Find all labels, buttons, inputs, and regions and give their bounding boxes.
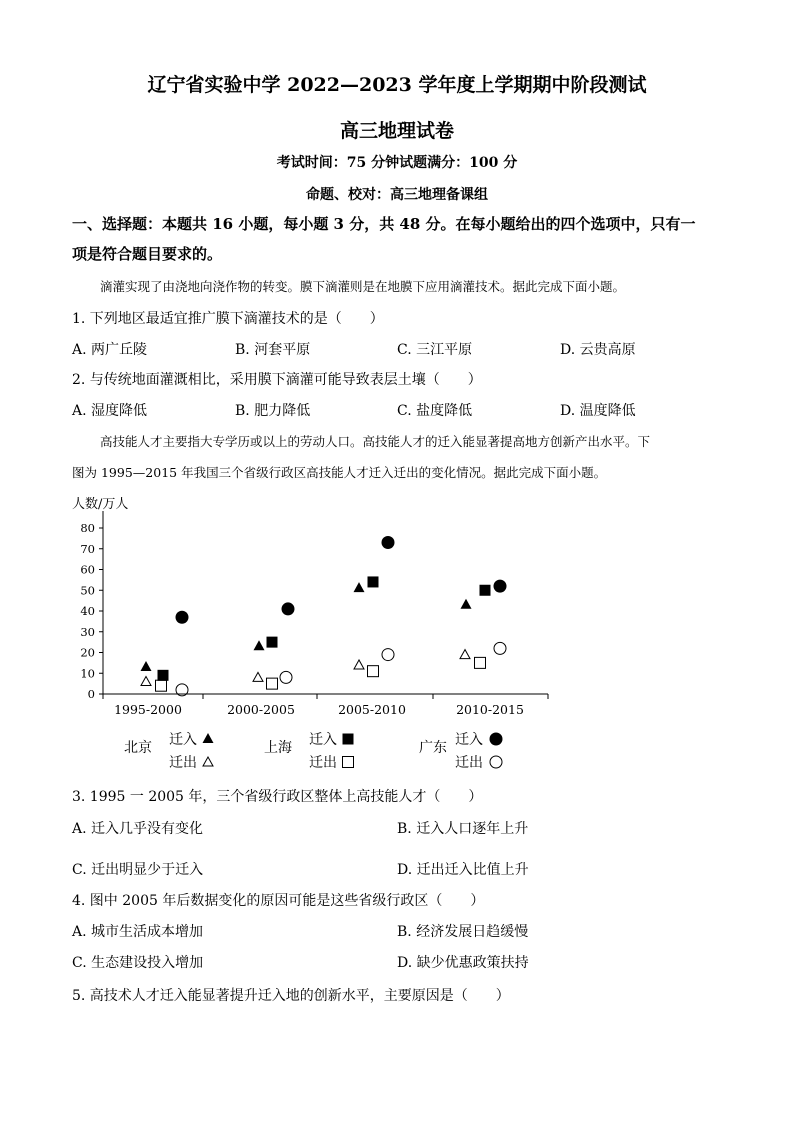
legend-marker (203, 733, 214, 743)
data-point (253, 672, 263, 681)
legend-region-label: 北京 (124, 740, 152, 756)
data-point (494, 580, 507, 593)
q4-option-c[interactable]: C. 生态建设投入增加 (72, 955, 204, 971)
legend-out-label: 迁出 (169, 755, 197, 771)
question-4-stem: 4. 图中 2005 年后数据变化的原因可能是这些省级行政区（ ） (72, 893, 485, 909)
legend-in-label: 迁入 (455, 732, 483, 748)
y-tick-label: 80 (80, 521, 95, 535)
data-point (282, 602, 295, 615)
legend-marker (343, 757, 354, 768)
data-point (368, 666, 379, 677)
question-3-stem: 3. 1995 一 2005 年，三个省级行政区整体上高技能人才（ ） (72, 789, 483, 805)
y-tick-label: 50 (80, 583, 95, 598)
legend-marker (203, 757, 213, 766)
question-5-stem: 5. 高技术人才迁入能显著提升迁入地的创新水平，主要原因是（ ） (72, 988, 510, 1004)
legend-out-label: 迁出 (455, 755, 483, 771)
exam-title: 辽宁省实验中学 2022—2023 学年度上学期期中阶段测试 (147, 74, 647, 96)
q2-option-c[interactable]: C. 盐度降低 (397, 403, 473, 419)
data-point (254, 640, 265, 650)
q4-option-d[interactable]: D. 缺少优惠政策扶持 (397, 955, 529, 971)
data-point (475, 657, 486, 668)
migration-chart (0, 485, 794, 785)
q3-option-b[interactable]: B. 迁入人口逐年上升 (397, 821, 529, 837)
data-point (267, 637, 278, 648)
section-heading-line1: 一、选择题：本题共 16 小题，每小题 3 分，共 48 分。在每小题给出的四个选项中，只有一 (72, 215, 696, 233)
data-point (460, 650, 470, 659)
q2-option-d[interactable]: D. 温度降低 (560, 403, 636, 419)
exam-info: 考试时间：75 分钟试题满分：100 分 (276, 155, 518, 171)
legend-in-label: 迁入 (309, 732, 337, 748)
legend-marker (343, 734, 354, 745)
data-point (461, 599, 472, 609)
passage-2-line2: 图为 1995—2015 年我国三个省级行政区高技能人才迁入迁出的变化情况。据此完成下面小题。 (72, 465, 607, 480)
data-point (382, 536, 395, 549)
y-tick-label: 60 (80, 562, 95, 577)
data-point (141, 677, 151, 686)
q2-option-a[interactable]: A. 湿度降低 (72, 403, 148, 419)
data-point (176, 611, 189, 624)
y-tick-label: 20 (80, 645, 95, 660)
y-tick-label: 40 (80, 604, 95, 618)
exam-authors: 命题、校对：高三地理备课组 (306, 187, 488, 203)
data-point (354, 582, 365, 592)
data-point (494, 642, 506, 654)
x-tick-label: 2000-2005 (227, 702, 295, 717)
q3-option-a[interactable]: A. 迁入几乎没有变化 (72, 821, 204, 837)
q1-option-a[interactable]: A. 两广丘陵 (72, 342, 148, 358)
q1-option-b[interactable]: B. 河套平原 (235, 342, 311, 358)
data-point (156, 680, 167, 691)
q1-option-c[interactable]: C. 三江平原 (397, 342, 473, 358)
x-tick-label: 1995-2000 (114, 702, 182, 717)
q3-option-d[interactable]: D. 迁出迁入比值上升 (397, 862, 529, 878)
legend-out-label: 迁出 (309, 755, 337, 771)
data-point (354, 660, 364, 669)
q4-option-b[interactable]: B. 经济发展日趋缓慢 (397, 924, 529, 940)
q4-option-a[interactable]: A. 城市生活成本增加 (72, 924, 204, 940)
legend-region-label: 上海 (264, 740, 292, 756)
section-heading-line2: 项是符合题目要求的。 (72, 245, 223, 263)
q1-option-d[interactable]: D. 云贵高原 (560, 342, 636, 358)
q2-option-b[interactable]: B. 肥力降低 (235, 403, 311, 419)
y-tick-label: 0 (87, 687, 95, 701)
y-axis-label: 人数/万人 (72, 497, 129, 512)
data-point (141, 661, 152, 671)
question-1-stem: 1. 下列地区最适宜推广膜下滴灌技术的是（ ） (72, 311, 384, 327)
y-tick-label: 10 (80, 666, 95, 681)
data-point (280, 671, 292, 683)
exam-subtitle: 高三地理试卷 (339, 120, 454, 142)
data-point (267, 678, 278, 689)
y-tick-label: 70 (80, 541, 95, 556)
x-tick-label: 2005-2010 (338, 702, 406, 717)
question-2-stem: 2. 与传统地面灌溉相比，采用膜下滴灌可能导致表层土壤（ ） (72, 372, 482, 388)
x-tick-label: 2010-2015 (456, 702, 524, 717)
data-point (368, 576, 379, 587)
q3-option-c[interactable]: C. 迁出明显少于迁入 (72, 862, 204, 878)
legend-region-label: 广东 (419, 740, 447, 756)
legend-marker (490, 756, 502, 768)
data-point (382, 649, 394, 661)
data-point (480, 585, 491, 596)
passage-2-line1: 高技能人才主要指大专学历或以上的劳动人口。高技能人才的迁入能显著提高地方创新产出水平。下 (100, 434, 651, 449)
legend-in-label: 迁入 (169, 732, 197, 748)
passage-1: 滴灌实现了由浇地向浇作物的转变。膜下滴灌则是在地膜下应用滴灌技术。据此完成下面小题。 (100, 279, 626, 294)
data-point (158, 670, 169, 681)
y-tick-label: 30 (80, 624, 95, 639)
legend-marker (490, 733, 503, 746)
